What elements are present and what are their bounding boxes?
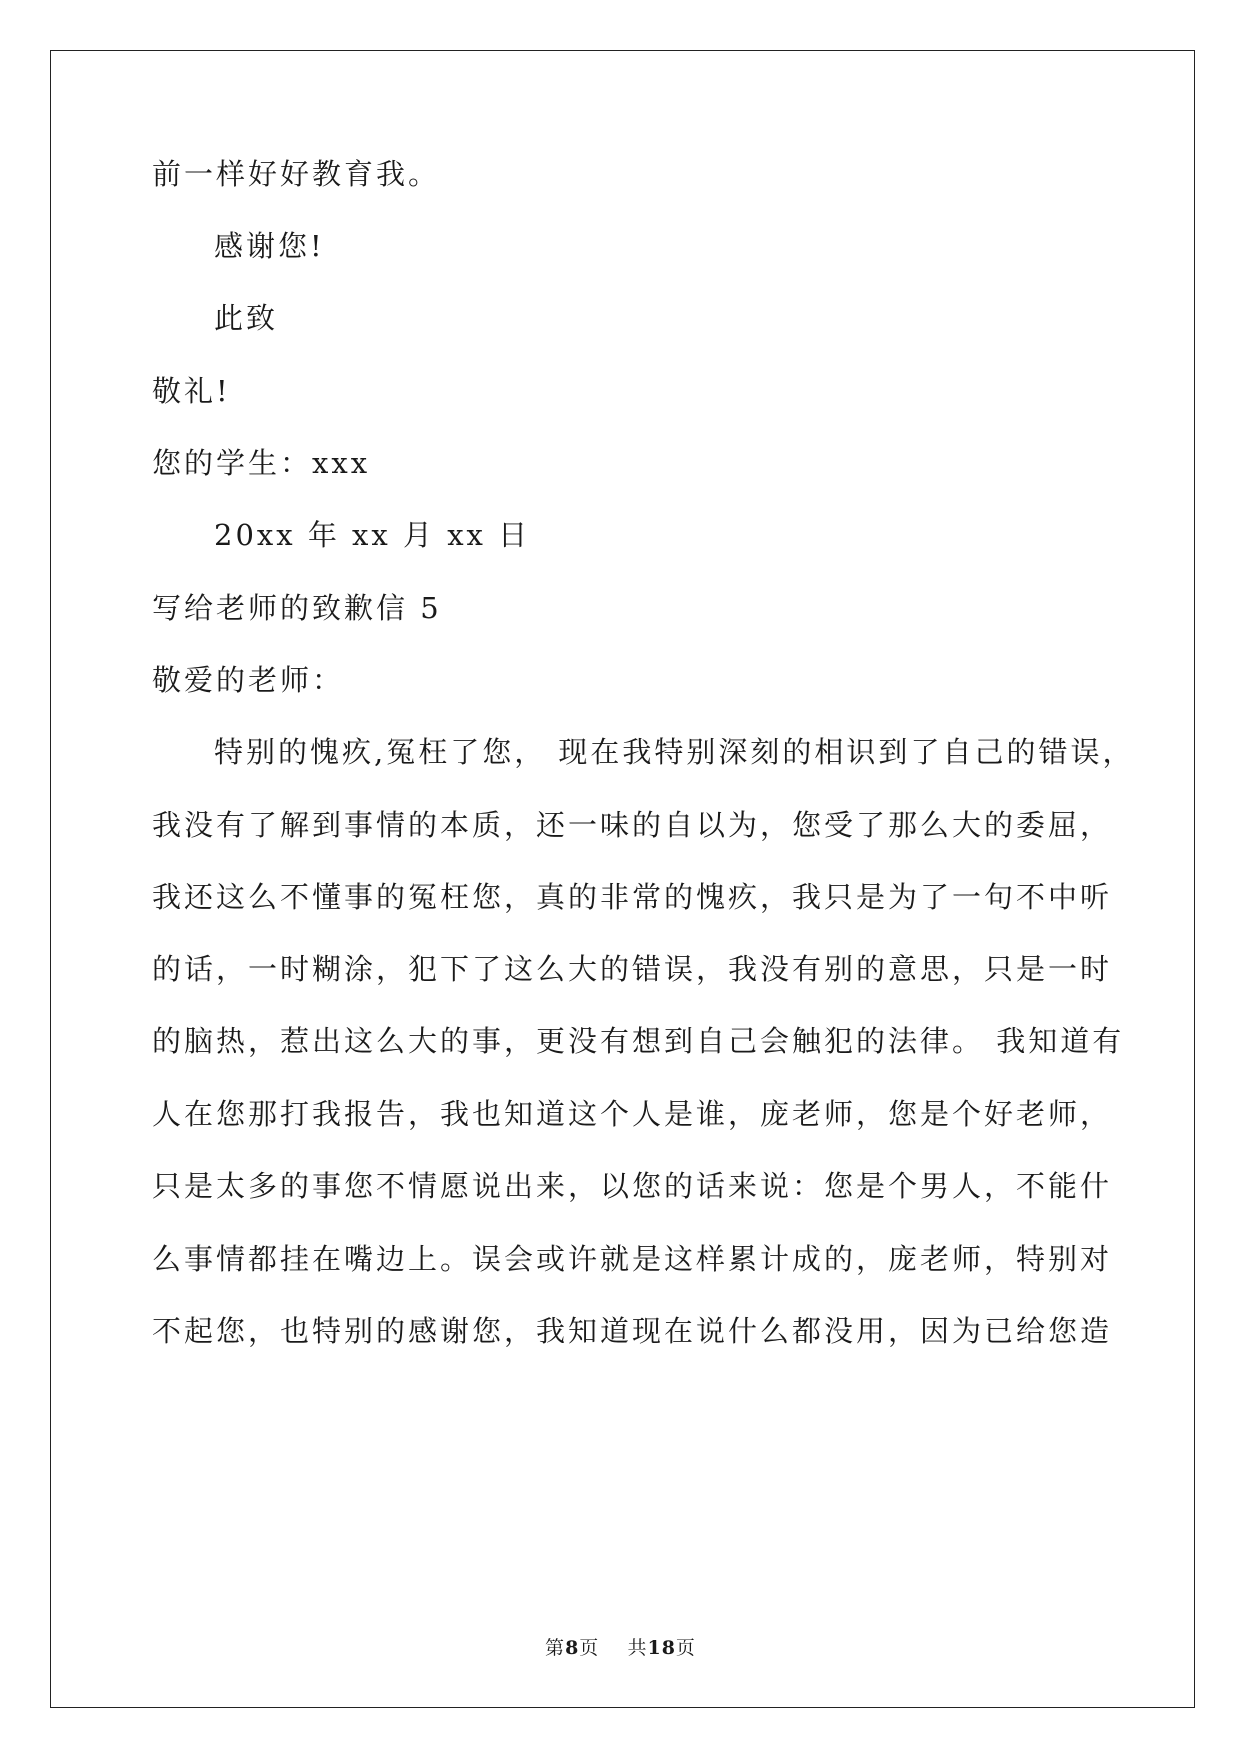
text-line: 前一样好好教育我。 <box>152 157 441 191</box>
text-line: 么事情都挂在嘴边上。误会或许就是这样累计成的，庞老师，特别对 <box>152 1242 1113 1276</box>
text-line: 不起您，也特别的感谢您，我知道现在说什么都没用，因为已给您造 <box>152 1314 1113 1348</box>
text-line: 我还这么不懂事的冤枉您，真的非常的愧疚，我只是为了一句不中听 <box>152 880 1113 914</box>
text-line: 您的学生：xxx <box>152 446 371 480</box>
text-line: 的脑热，惹出这么大的事，更没有想到自己会触犯的法律。 我知道有 <box>152 1024 1125 1058</box>
text-line: 20xx 年 xx 月 xx 日 <box>214 518 531 552</box>
footer-mid: 页 共 <box>579 1637 648 1659</box>
total-pages-number: 18 <box>647 1637 676 1659</box>
text-line: 此致 <box>214 301 279 335</box>
page-footer <box>0 1633 1241 1660</box>
text-line: 我没有了解到事情的本质，还一味的自以为，您受了那么大的委屈， <box>152 808 1113 842</box>
current-page-number: 8 <box>565 1637 580 1659</box>
text-line: 特别的愧疚,冤枉了您， 现在我特别深刻的相识到了自己的错误， <box>214 735 1135 769</box>
text-line: 敬礼! <box>152 374 231 408</box>
page-border <box>50 50 1195 1708</box>
salutation: 敬爱的老师： <box>152 663 345 697</box>
footer-prefix: 第 <box>545 1637 566 1659</box>
text-line: 只是太多的事您不情愿说出来，以您的话来说：您是个男人，不能什 <box>152 1169 1113 1203</box>
text-line: 的话，一时糊涂，犯下了这么大的错误，我没有别的意思，只是一时 <box>152 952 1113 986</box>
footer-suffix: 页 <box>675 1637 696 1659</box>
text-line: 感谢您! <box>214 229 325 263</box>
section-heading: 写给老师的致歉信 5 <box>152 591 442 625</box>
text-line: 人在您那打我报告，我也知道这个人是谁，庞老师，您是个好老师， <box>152 1097 1113 1131</box>
